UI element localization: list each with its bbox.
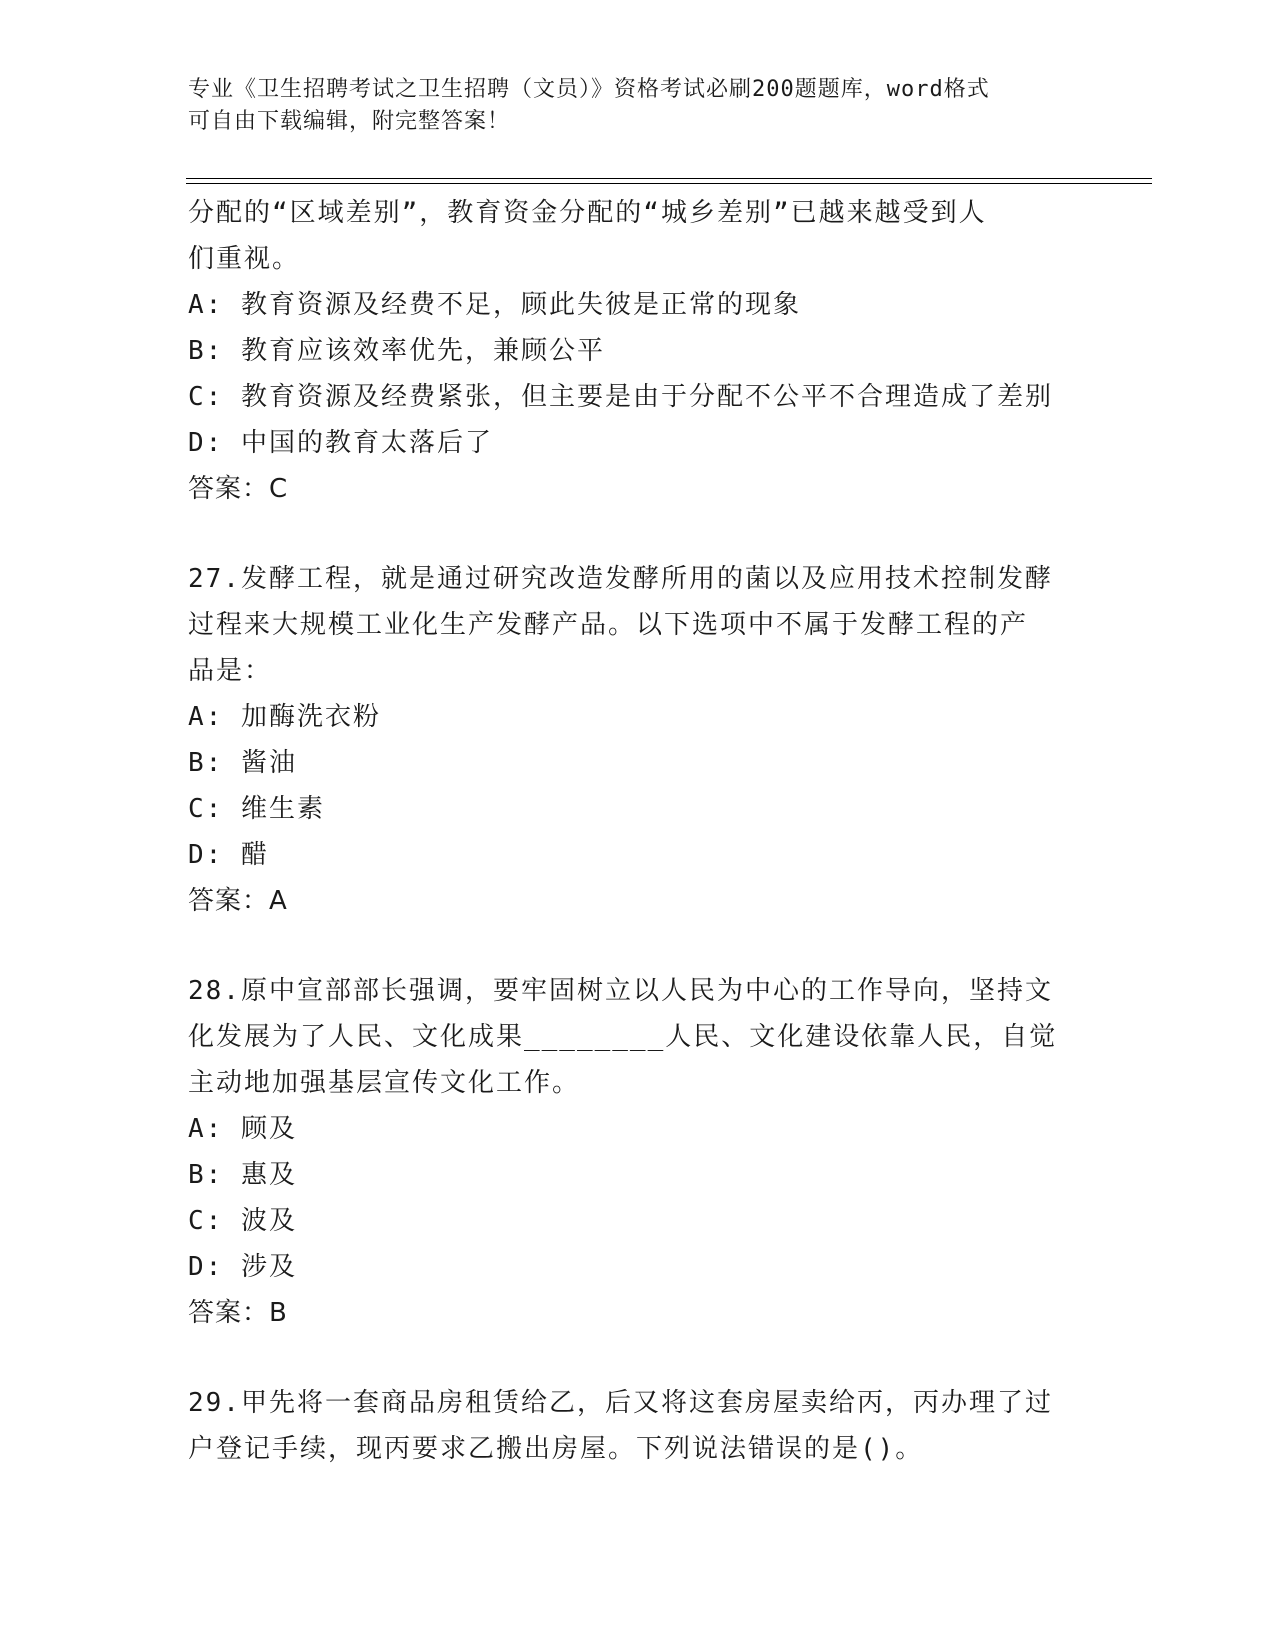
question-text-line: 主动地加强基层宣传文化工作。 <box>188 1068 581 1098</box>
question-27 <box>188 556 1088 924</box>
document-body <box>188 190 1088 1472</box>
option-a: A: 教育资源及经费不足，顾此失彼是正常的现象 <box>188 290 801 320</box>
question-text-line: 化发展为了人民、文化成果________人民、文化建设依靠人民，自觉 <box>188 1022 1058 1052</box>
answer-line: 答案：C <box>188 474 289 504</box>
question-26-tail <box>188 190 1088 512</box>
question-text-line: 29.甲先将一套商品房租赁给乙，后又将这套房屋卖给丙，丙办理了过 <box>188 1388 1053 1418</box>
header-line-2: 可自由下载编辑，附完整答案！ <box>188 109 511 134</box>
spacer <box>188 512 1088 556</box>
question-text-line: 分配的“区域差别”，教育资金分配的“城乡差别”已越来越受到人 <box>188 198 987 228</box>
option-b: B: 酱油 <box>188 748 297 778</box>
option-c: C: 波及 <box>188 1206 297 1236</box>
header-line-1: 专业《卫生招聘考试之卫生招聘（文员）》资格考试必刷200题题库，word格式 <box>188 77 990 102</box>
option-c: C: 教育资源及经费紧张，但主要是由于分配不公平不合理造成了差别 <box>188 382 1053 412</box>
question-text-line: 品是： <box>188 656 273 686</box>
question-text-line: 户登记手续，现丙要求乙搬出房屋。下列说法错误的是()。 <box>188 1434 924 1464</box>
spacer <box>188 924 1088 968</box>
document-header <box>188 74 1068 138</box>
option-b: B: 惠及 <box>188 1160 297 1190</box>
option-d: D: 醋 <box>188 840 269 870</box>
option-c: C: 维生素 <box>188 794 325 824</box>
option-d: D: 中国的教育太落后了 <box>188 428 493 458</box>
option-d: D: 涉及 <box>188 1252 297 1282</box>
option-a: A: 加酶洗衣粉 <box>188 702 381 732</box>
answer-line: 答案：B <box>188 1298 288 1328</box>
question-29 <box>188 1380 1088 1472</box>
question-text-line: 们重视。 <box>188 244 301 274</box>
question-text-line: 28.原中宣部部长强调，要牢固树立以人民为中心的工作导向，坚持文 <box>188 976 1053 1006</box>
option-a: A: 顾及 <box>188 1114 297 1144</box>
header-divider-top <box>186 178 1152 179</box>
answer-line: 答案：A <box>188 886 288 916</box>
option-b: B: 教育应该效率优先，兼顾公平 <box>188 336 605 366</box>
question-28 <box>188 968 1088 1336</box>
question-text-line: 过程来大规模工业化生产发酵产品。以下选项中不属于发酵工程的产 <box>188 610 1029 640</box>
spacer <box>188 1336 1088 1380</box>
header-divider-bottom <box>186 183 1152 184</box>
question-text-line: 27.发酵工程，就是通过研究改造发酵所用的菌以及应用技术控制发酵 <box>188 564 1053 594</box>
